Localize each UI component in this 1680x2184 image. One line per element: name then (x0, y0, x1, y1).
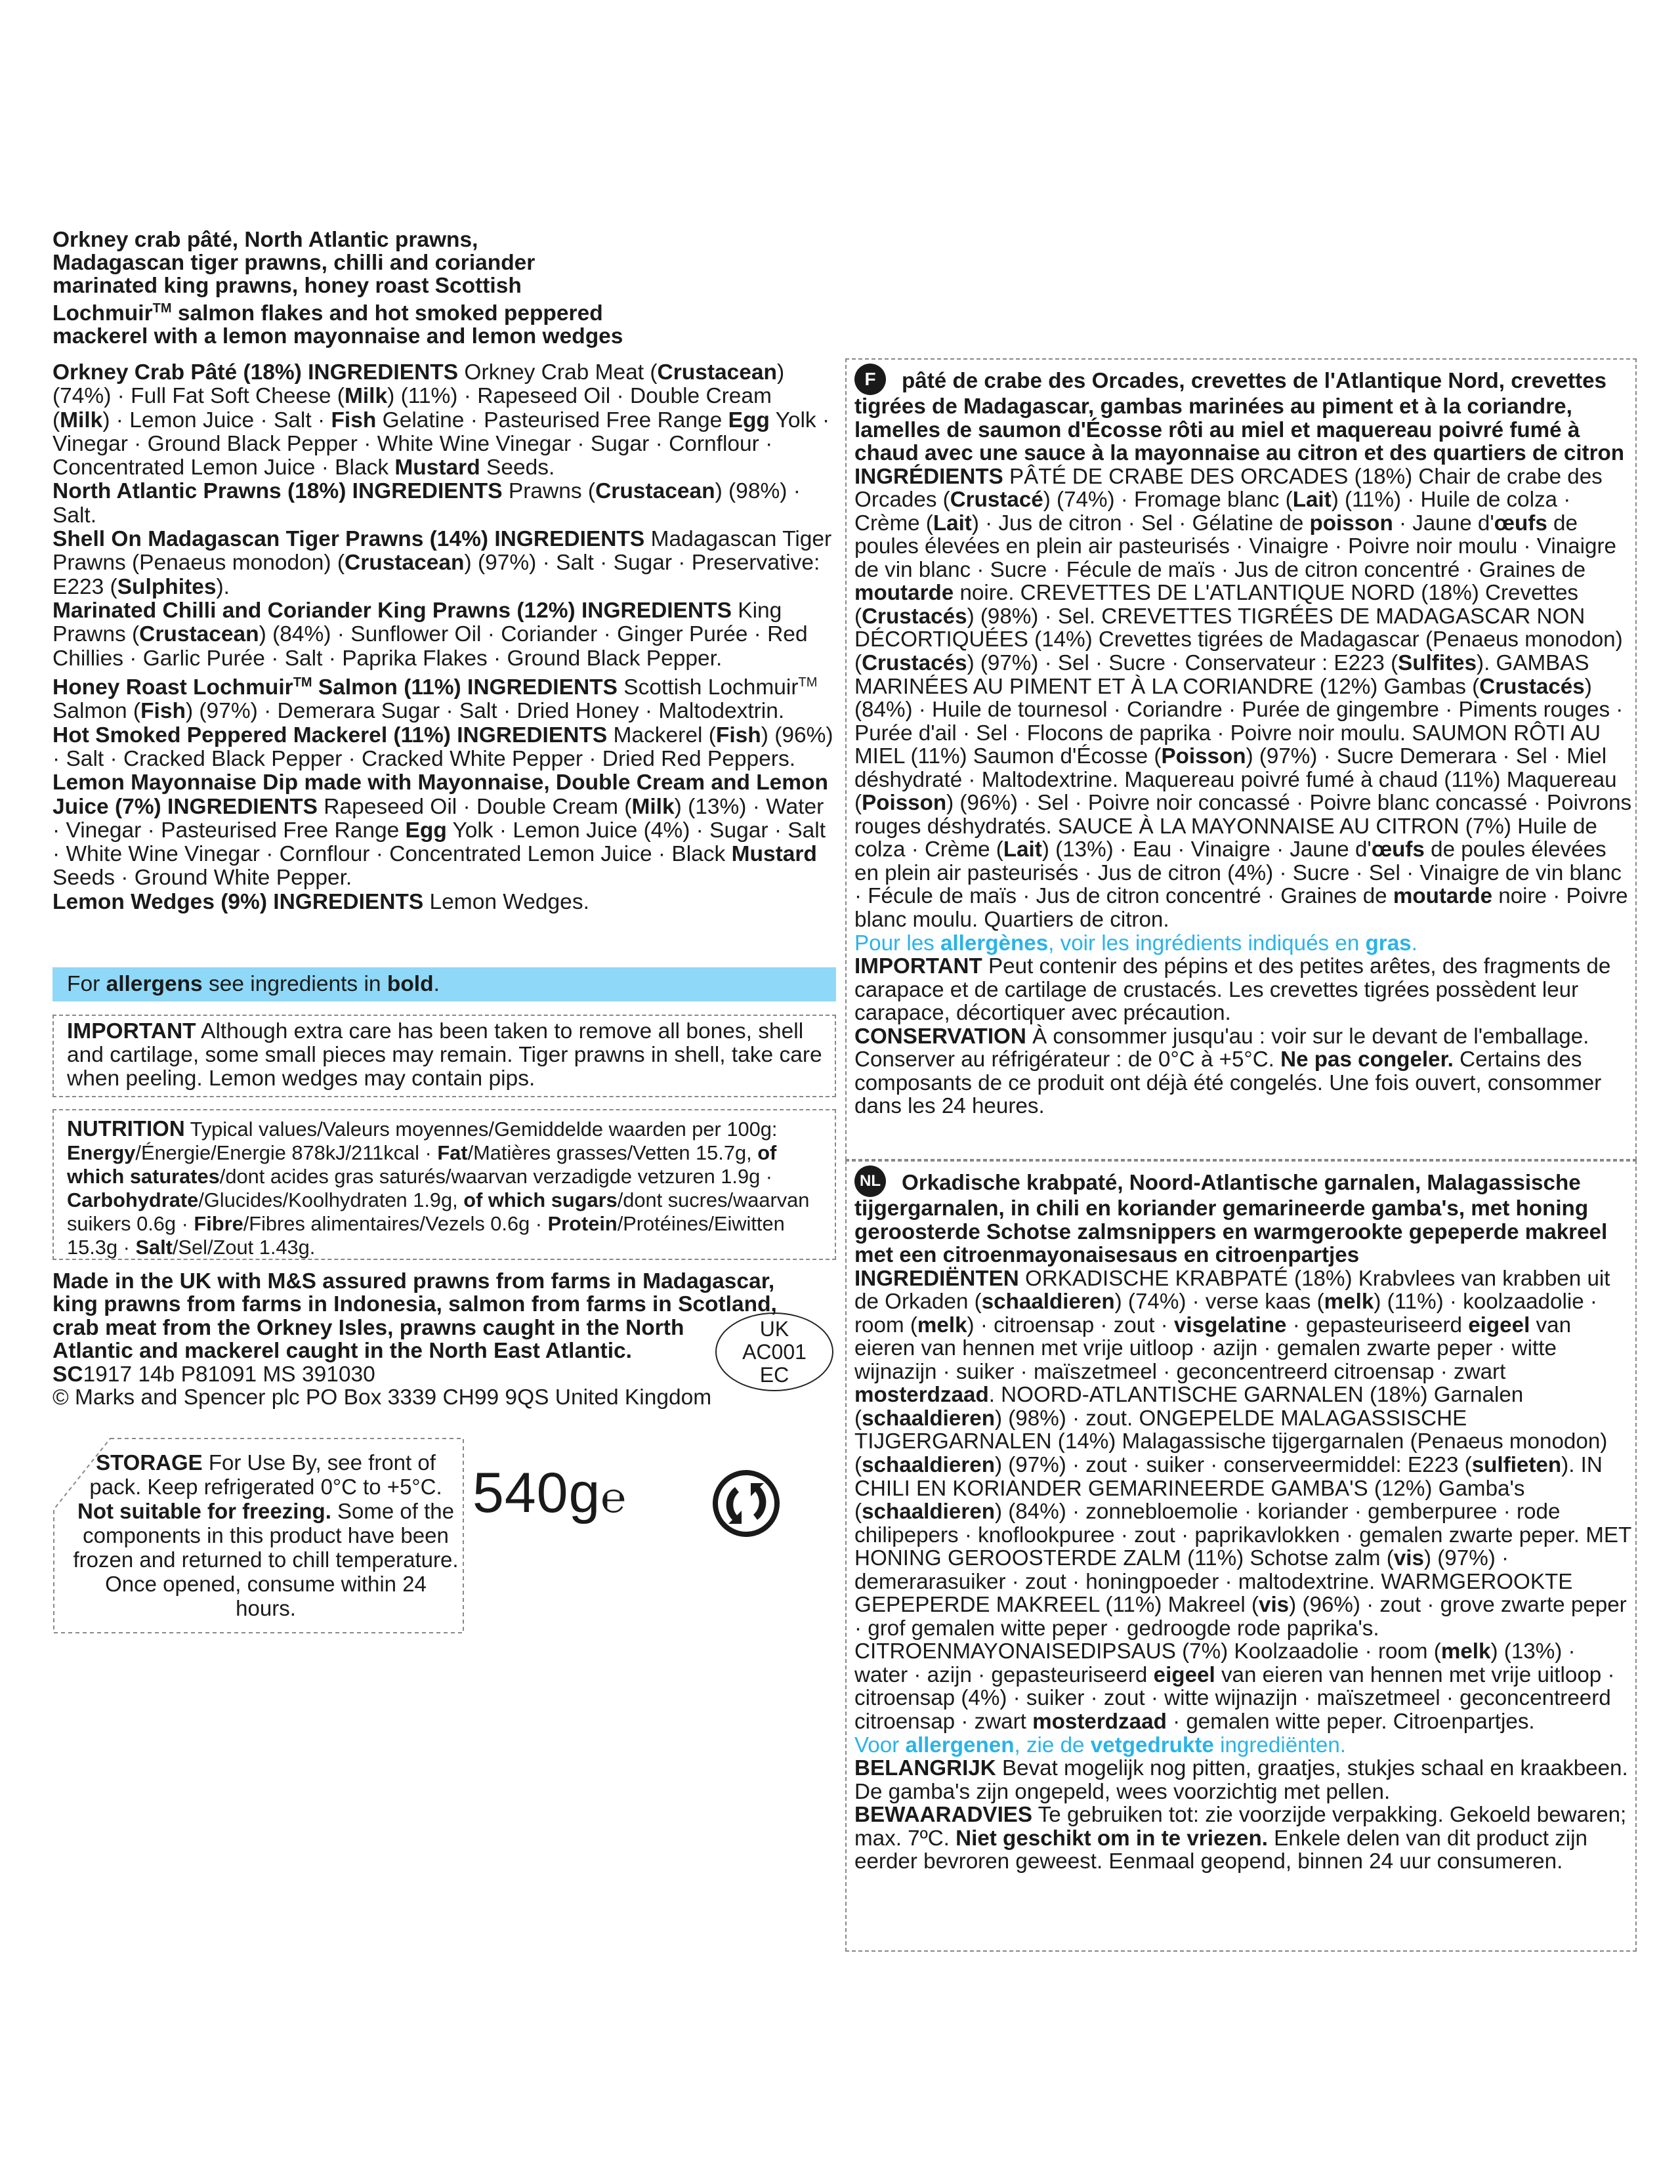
ingredient-text: ) (98%) · zout. ONGEPELDE MALAGASSISCHE TIJGERGARNALEN (14%) Malagassische tijgergarnalen (Penaeus monodon) ( (854, 1406, 1608, 1478)
ingredient-text: ) (11%) · Huile de colza · Crème ( (854, 488, 1571, 536)
nutrient-label: Fat (437, 1141, 468, 1164)
ingredient-text: ) · Lemon Juice · Salt · (102, 408, 331, 432)
allergen: mosterdzaad (854, 1383, 989, 1408)
ingredient-heading: Shell On Madagascan Tiger Prawns (14%) INGREDIENTS (52, 527, 645, 552)
allergen: sulfieten (1471, 1453, 1562, 1478)
ingredient-text: ) (74%) · verse kaas ( (1114, 1290, 1324, 1314)
sc-value: 1917 14b P81091 MS 391030 (83, 1362, 375, 1387)
dutch-allergen-notice (854, 1734, 1633, 1757)
allergen-notice (52, 967, 836, 1001)
ingredient-crab (52, 361, 833, 480)
important-text: Although extra care has been taken to remove all bones, shell and cartilage, some small pieces may remain. Tiger prawns in shell, take care when peeling. Lemon wedges may contain pips. (67, 1019, 822, 1091)
ingredient-text: · gemalen witte peper. Citroenpartjes. (1166, 1710, 1535, 1734)
dutch-badge-icon: NL (854, 1166, 886, 1197)
allergen: Poisson (862, 791, 947, 816)
ingredient-text: ) (84%) · Huile de tournesol · Coriandre · Purée de gingembre · Piments rouges · Purée d'ail · Sel · Flocons de paprika · Poivre noir moulu. SAUMON RÔTI AU MIEL (11%) Saumon d'Écosse ( (854, 674, 1624, 769)
ingredient-heading: Marinated Chilli and Coriander King Prawns (12%) INGREDIENTS (52, 598, 732, 623)
nutrient-label: Carbohydrate (67, 1188, 199, 1211)
stamp-line: UK (759, 1317, 789, 1341)
ingredient-text: ) (96%) · Salt · Cracked Black Pepper · Cracked White Pepper · Dried Red Peppers. (52, 723, 833, 771)
nutrient-value: /dont acides gras saturés/waarvan verzadigde vetzuren 1.9g · (219, 1165, 773, 1188)
important-heading: IMPORTANT (854, 954, 982, 979)
nutrient-value: /Sel/Zout 1.43g. (172, 1236, 316, 1259)
dutch-title-text: Orkadische krabpaté, Noord-Atlantische garnalen, Malagassische tijgergarnalen, in chili en koriander gemarineerde gamba's, met honing geroosterde Schotse zalmsnippers en warmgerookte gepeperde makreel met een citroenmayonaisesaus en citroenpartjes (854, 1170, 1608, 1268)
allergen: Sulfites (1398, 651, 1477, 676)
allergen: Crustacean (657, 360, 777, 385)
ingredient-text: ). GAMBAS MARINÉES AU PIMENT ET À LA CORIANDRE (12%) Gambas ( (854, 651, 1589, 699)
net-weight (472, 1460, 627, 1530)
title-line: marinated king prawns, honey roast Scottish (52, 274, 522, 298)
ingredient-heading: Hot Smoked Peppered Mackerel (11%) INGREDIENTS (52, 723, 608, 747)
french-badge-icon: F (854, 364, 886, 395)
nutrient-value: /Matières grasses/Vetten 15.7g, (467, 1141, 758, 1164)
important-notice (52, 1015, 836, 1097)
nutrition-heading: NUTRITION (67, 1116, 185, 1141)
ingredient-text: de poules élevées en plein air pasteurisés · Vinaigre · Poivre noir moulu · Vinaigre de vin blanc · Sucre · Fécule de maïs · Jus de citron concentré · Graines de (854, 511, 1616, 582)
sc-code (52, 1363, 827, 1386)
allergen: poisson (1309, 511, 1393, 536)
notice-bold: gras (1365, 931, 1412, 956)
ingredient-text: ). IN CHILI EN KORIANDER GEMARINEERDE GAMBA'S (12%) Gamba's ( (854, 1453, 1603, 1524)
allergen: Lait (1292, 488, 1332, 513)
ingredient-text: Rapeseed Oil · Double Cream ( (317, 794, 632, 819)
title-text: Lochmuir (52, 301, 153, 326)
ingredient-text: ) (13%) · Water · Vinegar · Pasteurised Free Range (52, 794, 824, 843)
dutch-ingredients (854, 1267, 1633, 1734)
ingredient-text: Lemon Wedges. (423, 889, 589, 914)
ingredient-text: ) (97%) · Demerara Sugar · Salt · Dried Honey · Maltodextrin. (185, 699, 785, 724)
dutch-title (854, 1171, 1633, 1267)
ingredient-text: ) (74%) · Full Fat Soft Cheese ( (52, 360, 785, 409)
important-heading: BELANGRIJK (854, 1756, 996, 1781)
ingredient-text: ) (98%) · Sel. CREVETTES TIGRÉES DE MADAGASCAR NON DÉCORTIQUÉES (14%) Crevettes tigrées de Madagascar (Penaeus monodon) ( (854, 604, 1623, 676)
ingredient-text: ) (97%) · demerarasuiker · zout · honingpoeder · maltodextrine. WARMGEROOKTE GEPEPERDE MAKREEL (11%) Makreel ( (854, 1546, 1573, 1618)
ingredient-text: . NOORD-ATLANTISCHE GARNALEN (18%) Garnalen ( (854, 1383, 1524, 1431)
nutrient-value: /Fibres alimentaires/Vezels 0.6g · (243, 1212, 548, 1235)
ingredient-salmon (52, 671, 833, 724)
ingredient-king-prawns (52, 599, 833, 671)
allergen: Milk (631, 794, 675, 819)
notice-text: Pour les (854, 931, 940, 956)
ingredient-text: van eieren van hennen met vrije uitloop · citroensap (4%) · suiker · zout · witte wijnazijn · maïszetmeel · geconcentreerd citroensap · zwart (854, 1662, 1615, 1734)
ingredient-text: ) (84%) · Sunflower Oil · Coriander · Ginger Purée · Red Chillies · Garlic Purée · Salt · Paprika Flakes · Ground Black Pepper. (52, 622, 808, 671)
allergen: visgelatine (1173, 1312, 1287, 1337)
allergen: Crustacean (139, 622, 259, 647)
notice-text: ingrediënten. (1213, 1732, 1346, 1757)
ingredient-text: ) (98%) · Salt. (52, 479, 801, 528)
title-line: Madagascan tiger prawns, chilli and coriander (52, 251, 536, 275)
ingredient-text: Seeds · Ground White Pepper. (52, 866, 352, 891)
allergen: moutarde (854, 581, 954, 606)
allergen: Fish (140, 699, 186, 724)
ingredient-heading: Salmon (11%) INGREDIENTS (312, 675, 618, 700)
allergen: Mustard (394, 455, 480, 480)
notice-text: , zie de (1014, 1732, 1091, 1757)
allergen: schaaldieren (862, 1500, 995, 1524)
ingredient-heading: INGRÉDIENTS (854, 464, 1003, 489)
ingredient-text: ) (74%) · Fromage blanc ( (1043, 488, 1293, 513)
trademark: TM (293, 675, 312, 690)
ingredient-text: ) · citroensap · zout · (967, 1312, 1174, 1337)
ingredient-heading: North Atlantic Prawns (18%) INGREDIENTS (52, 479, 503, 504)
storage-panel (52, 1437, 465, 1634)
allergen: Fish (715, 723, 761, 747)
origin-line: crab meat from the Orkney Isles, prawns caught in the North (52, 1315, 684, 1340)
ingredient-text: ) (97%) · Sucre Demerara · Sel · Miel déshydraté · Maltodextrine. Maquereau poivré fumé à chaud (11%) Maquereau ( (854, 744, 1617, 816)
nutrient-value: /dont sucres/waarvan suikers 0.6g · (67, 1188, 810, 1235)
notice-text: For (67, 972, 106, 996)
nutrient-label: Salt (135, 1236, 173, 1259)
ingredient-lemon-wedges (52, 891, 833, 914)
storage-heading: STORAGE (96, 1450, 203, 1475)
french-important (854, 955, 1633, 1025)
notice-bold: bold (387, 972, 434, 996)
allergen: schaaldieren (862, 1406, 995, 1431)
ingredient-text: Yolk · Lemon Juice (4%) · Sugar · Salt · White Wine Vinegar · Cornflour · Concentrated Lemon Juice · Black (52, 818, 826, 867)
french-panel (854, 369, 1633, 1118)
allergen: melk (917, 1312, 967, 1337)
notice-bold: vetgedrukte (1090, 1732, 1214, 1757)
nutrient-label: of which saturates (67, 1141, 777, 1188)
nutrient-value: /Énergie/Energie 878kJ/211kcal · (135, 1141, 438, 1164)
ingredient-text: ORKADISCHE KRABPATÉ (18%) Krabvlees van krabben uit de Orkaden ( (854, 1266, 1610, 1314)
ingredient-text: noire · Poivre blanc moulu. Quartiers de citron. (854, 884, 1628, 933)
allergen: Crustacean (345, 551, 465, 576)
allergen: schaaldieren (862, 1453, 995, 1478)
french-ingredients (854, 465, 1633, 932)
notice-text: . (433, 972, 440, 996)
ingredient-heading: Honey Roast Lochmuir (52, 675, 293, 700)
ingredient-text: ) (84%) · zonnebloemolie · koriander · gemberpuree · rode chilipepers · knoflookpuree · zout · paprikavlokken · gemalen zwarte peper. MET HONING GEROOSTERDE ZALM (11%) Schotse zalm ( (854, 1500, 1631, 1571)
ingredient-prawns (52, 480, 833, 528)
trademark: TM (152, 301, 172, 316)
ingredient-text: Prawns ( (502, 479, 596, 504)
ingredient-text: Mackerel ( (607, 723, 716, 747)
title-line: mackerel with a lemon mayonnaise and lemon wedges (52, 324, 623, 349)
french-allergen-notice (854, 932, 1633, 956)
nutrient-label: of which sugars (463, 1188, 618, 1211)
allergen: œufs (1494, 511, 1547, 536)
important-heading: IMPORTANT (67, 1019, 196, 1043)
notice-text: see ingredients in (202, 972, 387, 996)
ingredient-heading: INGREDIËNTEN (854, 1266, 1019, 1291)
allergen: Crustacés (862, 651, 967, 676)
nutrient-label: Protein (547, 1212, 618, 1235)
ingredient-text: · gepasteuriseerd (1286, 1312, 1469, 1337)
allergen: Fish (331, 408, 377, 432)
storage-bold: Ne pas congeler. (1280, 1047, 1454, 1072)
french-title-text: pâté de crabe des Orcades, crevettes de l'Atlantique Nord, crevettes tigrées de Madagascar, gambas marinées au piment et à la coriandre, lamelles de saumon d'Écosse rôti au miel et maquereau poivré fumé à chaud avec une sauce à la mayonnaise au citron et des quartiers de citron (854, 368, 1625, 466)
ingredient-text: Gelatine · Pasteurised Free Range (376, 408, 728, 432)
notice-bold: allergens (106, 972, 203, 996)
allergen: Crustacé (950, 488, 1043, 513)
allergen: Lait (933, 511, 972, 536)
sc-label: SC (52, 1362, 83, 1387)
ingredient-text: ) (96%) · zout · grove zwarte peper · grof gemalen witte peper · gedroogde rode paprika's. CITROENMAYONAISEDIPSAUS (7%) Koolzaadolie · room ( (854, 1593, 1627, 1664)
dutch-panel (854, 1171, 1633, 1874)
ingredient-heading: Lemon Mayonnaise Dip made with Mayonnaise, Double Cream and Lemon Juice (7%) INGREDIENTS (52, 770, 829, 819)
ingredient-text: ). (216, 574, 230, 599)
nutrient-value: /Glucides/Koolhydraten 1.9g, (198, 1188, 464, 1211)
french-title (854, 369, 1633, 465)
ingredient-text: ) (11%) · Rapeseed Oil · Double Cream ( (52, 384, 772, 432)
allergen: eigeel (1468, 1312, 1530, 1337)
green-dot-recycle-icon (711, 1469, 781, 1538)
ingredient-text: Orkney Crab Meat ( (458, 360, 658, 385)
allergen: moutarde (1393, 884, 1493, 909)
nutrient-value: /Protéines/Eiwitten 15.3g · (67, 1212, 785, 1259)
allergen: Poisson (1161, 744, 1246, 769)
important-text: Peut contenir des pépins et des petites arêtes, des fragments de carapace et de cartilage de crustacés. Les crevettes tigrées possèdent leur carapace, décortiquer avec précaution. (854, 954, 1611, 1026)
storage-text (72, 1450, 459, 1620)
allergen: melk (1440, 1639, 1491, 1664)
nutrition-panel (52, 1109, 836, 1260)
allergen: melk (1324, 1290, 1374, 1314)
ingredients-list (52, 361, 833, 914)
nutrition-text: Typical values/Valeurs moyennes/Gemiddelde waarden per 100g: (184, 1118, 778, 1141)
weight-value: 540g (472, 1461, 601, 1524)
allergen: Mustard (731, 842, 817, 867)
allergen: Milk (344, 384, 388, 409)
ingredient-heading: Orkney Crab Pâté (18%) INGREDIENTS (52, 360, 459, 385)
nutrient-label: Fibre (194, 1212, 243, 1235)
notice-text: Voor (854, 1732, 906, 1757)
allergen: Crustacés (862, 604, 967, 629)
storage-heading: CONSERVATION (854, 1024, 1026, 1049)
origin-line: king prawns from farms in Indonesia, salmon from farms in Scotland, (52, 1292, 777, 1317)
title-line: Orkney crab pâté, North Atlantic prawns, (52, 228, 478, 252)
estimated-sign-icon: ℮ (600, 1474, 627, 1521)
copyright: © Marks and Spencer plc PO Box 3339 CH99 9QS United Kingdom (52, 1385, 712, 1410)
allergen: eigeel (1153, 1662, 1215, 1687)
ingredient-mackerel (52, 724, 833, 772)
allergen: Lait (1003, 837, 1042, 862)
allergen: vis (1393, 1546, 1424, 1571)
stamp-line: AC001 (742, 1340, 807, 1364)
allergen: schaaldieren (981, 1290, 1115, 1314)
storage-body: Enkele delen van dit product zijn eerder bevroren geweest. Eenmaal geopend, binnen 24 uur consumeren. (854, 1826, 1588, 1874)
ingredient-text: · Jaune d' (1393, 511, 1494, 536)
ingredient-text: ) (13%) · water · azijn · gepasteuriseerd (854, 1639, 1576, 1687)
origin-line: Made in the UK with M&S assured prawns from farms in Madagascar, (52, 1269, 775, 1293)
allergen: mosterdzaad (1032, 1710, 1167, 1734)
notice-text: , voir les ingrédients indiqués en (1048, 931, 1366, 956)
storage-body: Some of the components in this product have been frozen and returned to chill temperature. Once opened, consume within 24 hours. (73, 1499, 459, 1620)
dutch-storage (854, 1803, 1633, 1874)
ingredient-text: ) (11%) · koolzaadolie · room ( (854, 1290, 1597, 1337)
ingredient-text: PÂTÉ DE CRABE DES ORCADES (18%) Chair de crabe des Orcades ( (854, 464, 1603, 513)
ingredient-text: ) (97%) · zout · suiker · conserveermiddel: E223 ( (994, 1453, 1472, 1478)
ingredient-text: ) (96%) · Sel · Poivre noir concassé · Poivre blanc concassé · Poivrons rouges déshydratés. SAUCE À LA MAYONNAISE AU CITRON (7%) Huile de colza · Crème ( (854, 791, 1632, 862)
ingredient-text: ) (97%) · Sel · Sucre · Conservateur : E223 ( (967, 651, 1398, 676)
notice-bold: allergenen (905, 1732, 1015, 1757)
ingredient-text: noire. CREVETTES DE L'ATLANTIQUE NORD (18%) Crevettes ( (854, 581, 1579, 629)
ingredient-text: ) · Jus de citron · Sel · Gélatine de (971, 511, 1310, 536)
ingredient-tiger-prawns (52, 528, 833, 599)
ingredient-text: de poules élevées en plein air pasteurisés · Jus de citron (4%) · Sucre · Sel · Vinaigre de vin blanc · Fécule de maïs · Jus de citron concentré · Graines de (854, 837, 1622, 909)
health-mark-stamp (715, 1312, 833, 1391)
french-storage (854, 1025, 1633, 1118)
ingredient-text: ) (13%) · Eau · Vinaigre · Jaune d' (1041, 837, 1372, 862)
ingredient-text: ) (97%) · Salt · Sugar · Preservative: E223 ( (52, 551, 820, 599)
ingredient-text: Salmon ( (52, 699, 141, 724)
allergen: œufs (1371, 837, 1425, 862)
title-text: salmon flakes and hot smoked peppered (171, 301, 603, 326)
nutrient-label: Energy (67, 1141, 136, 1164)
important-text: Bevat mogelijk nog pitten, graatjes, stukjes schaal en kraakbeen. De gamba's zijn ongepeld, wees voorzichtig met pellen. (854, 1756, 1628, 1804)
ingredient-text: Yolk · Vinegar · Ground Black Pepper · White Wine Vinegar · Sugar · Cornflour · Concentrated Lemon Juice · Black (52, 408, 830, 480)
notice-bold: allergènes (940, 931, 1049, 956)
ingredient-text: van eieren van hennen met vrije uitloop · azijn · gemalen zwarte peper · witte wijnazijn · suiker · maïszetmeel · geconcentreerd citroensap · zwart (854, 1312, 1572, 1384)
ingredient-mayonnaise (52, 771, 833, 890)
storage-body: For Use By, see front of pack. Keep refrigerated 0°C to +5°C. (89, 1450, 442, 1499)
origin-line: Atlantic and mackerel caught in the North East Atlantic. (52, 1339, 632, 1364)
storage-body: Te gebruiken tot: zie voorzijde verpakking. Gekoeld bewaren; max. 7ºC. (854, 1803, 1627, 1851)
allergen: Egg (728, 408, 770, 432)
allergen: Egg (405, 818, 447, 843)
product-title (52, 228, 840, 348)
allergen: Sulphites (117, 574, 217, 599)
notice-text: . (1411, 931, 1418, 956)
ingredient-text: Seeds. (480, 455, 555, 480)
storage-bold: Not suitable for freezing. (77, 1499, 331, 1523)
trademark: TM (798, 675, 818, 690)
allergen: Crustacean (595, 479, 715, 504)
storage-bold: Niet geschikt om in te vriezen. (956, 1826, 1268, 1851)
allergen: vis (1258, 1593, 1290, 1618)
ingredient-heading: Lemon Wedges (9%) INGREDIENTS (52, 889, 424, 914)
storage-body: Certains des composants de ce produit ont déjà été congelés. Une fois ouvert, consommer dans les 24 heures. (854, 1047, 1602, 1119)
ingredient-text: Madagascan Tiger Prawns (Penaeus monodon) ( (52, 527, 832, 576)
storage-heading: BEWAARADVIES (854, 1803, 1033, 1828)
stamp-line: EC (759, 1363, 789, 1387)
allergen: Milk (60, 408, 103, 432)
dutch-important (854, 1757, 1633, 1803)
origin-statement (52, 1270, 827, 1409)
allergen: Crustacés (1479, 674, 1585, 699)
title-line (52, 297, 840, 325)
ingredient-text: King Prawns ( (52, 598, 782, 647)
storage-body: À consommer jusqu'au : voir sur le devant de l'emballage. Conserver au réfrigérateur : de 0°C à +5°C. (854, 1024, 1589, 1072)
ingredient-text: Scottish Lochmuir (617, 675, 799, 700)
